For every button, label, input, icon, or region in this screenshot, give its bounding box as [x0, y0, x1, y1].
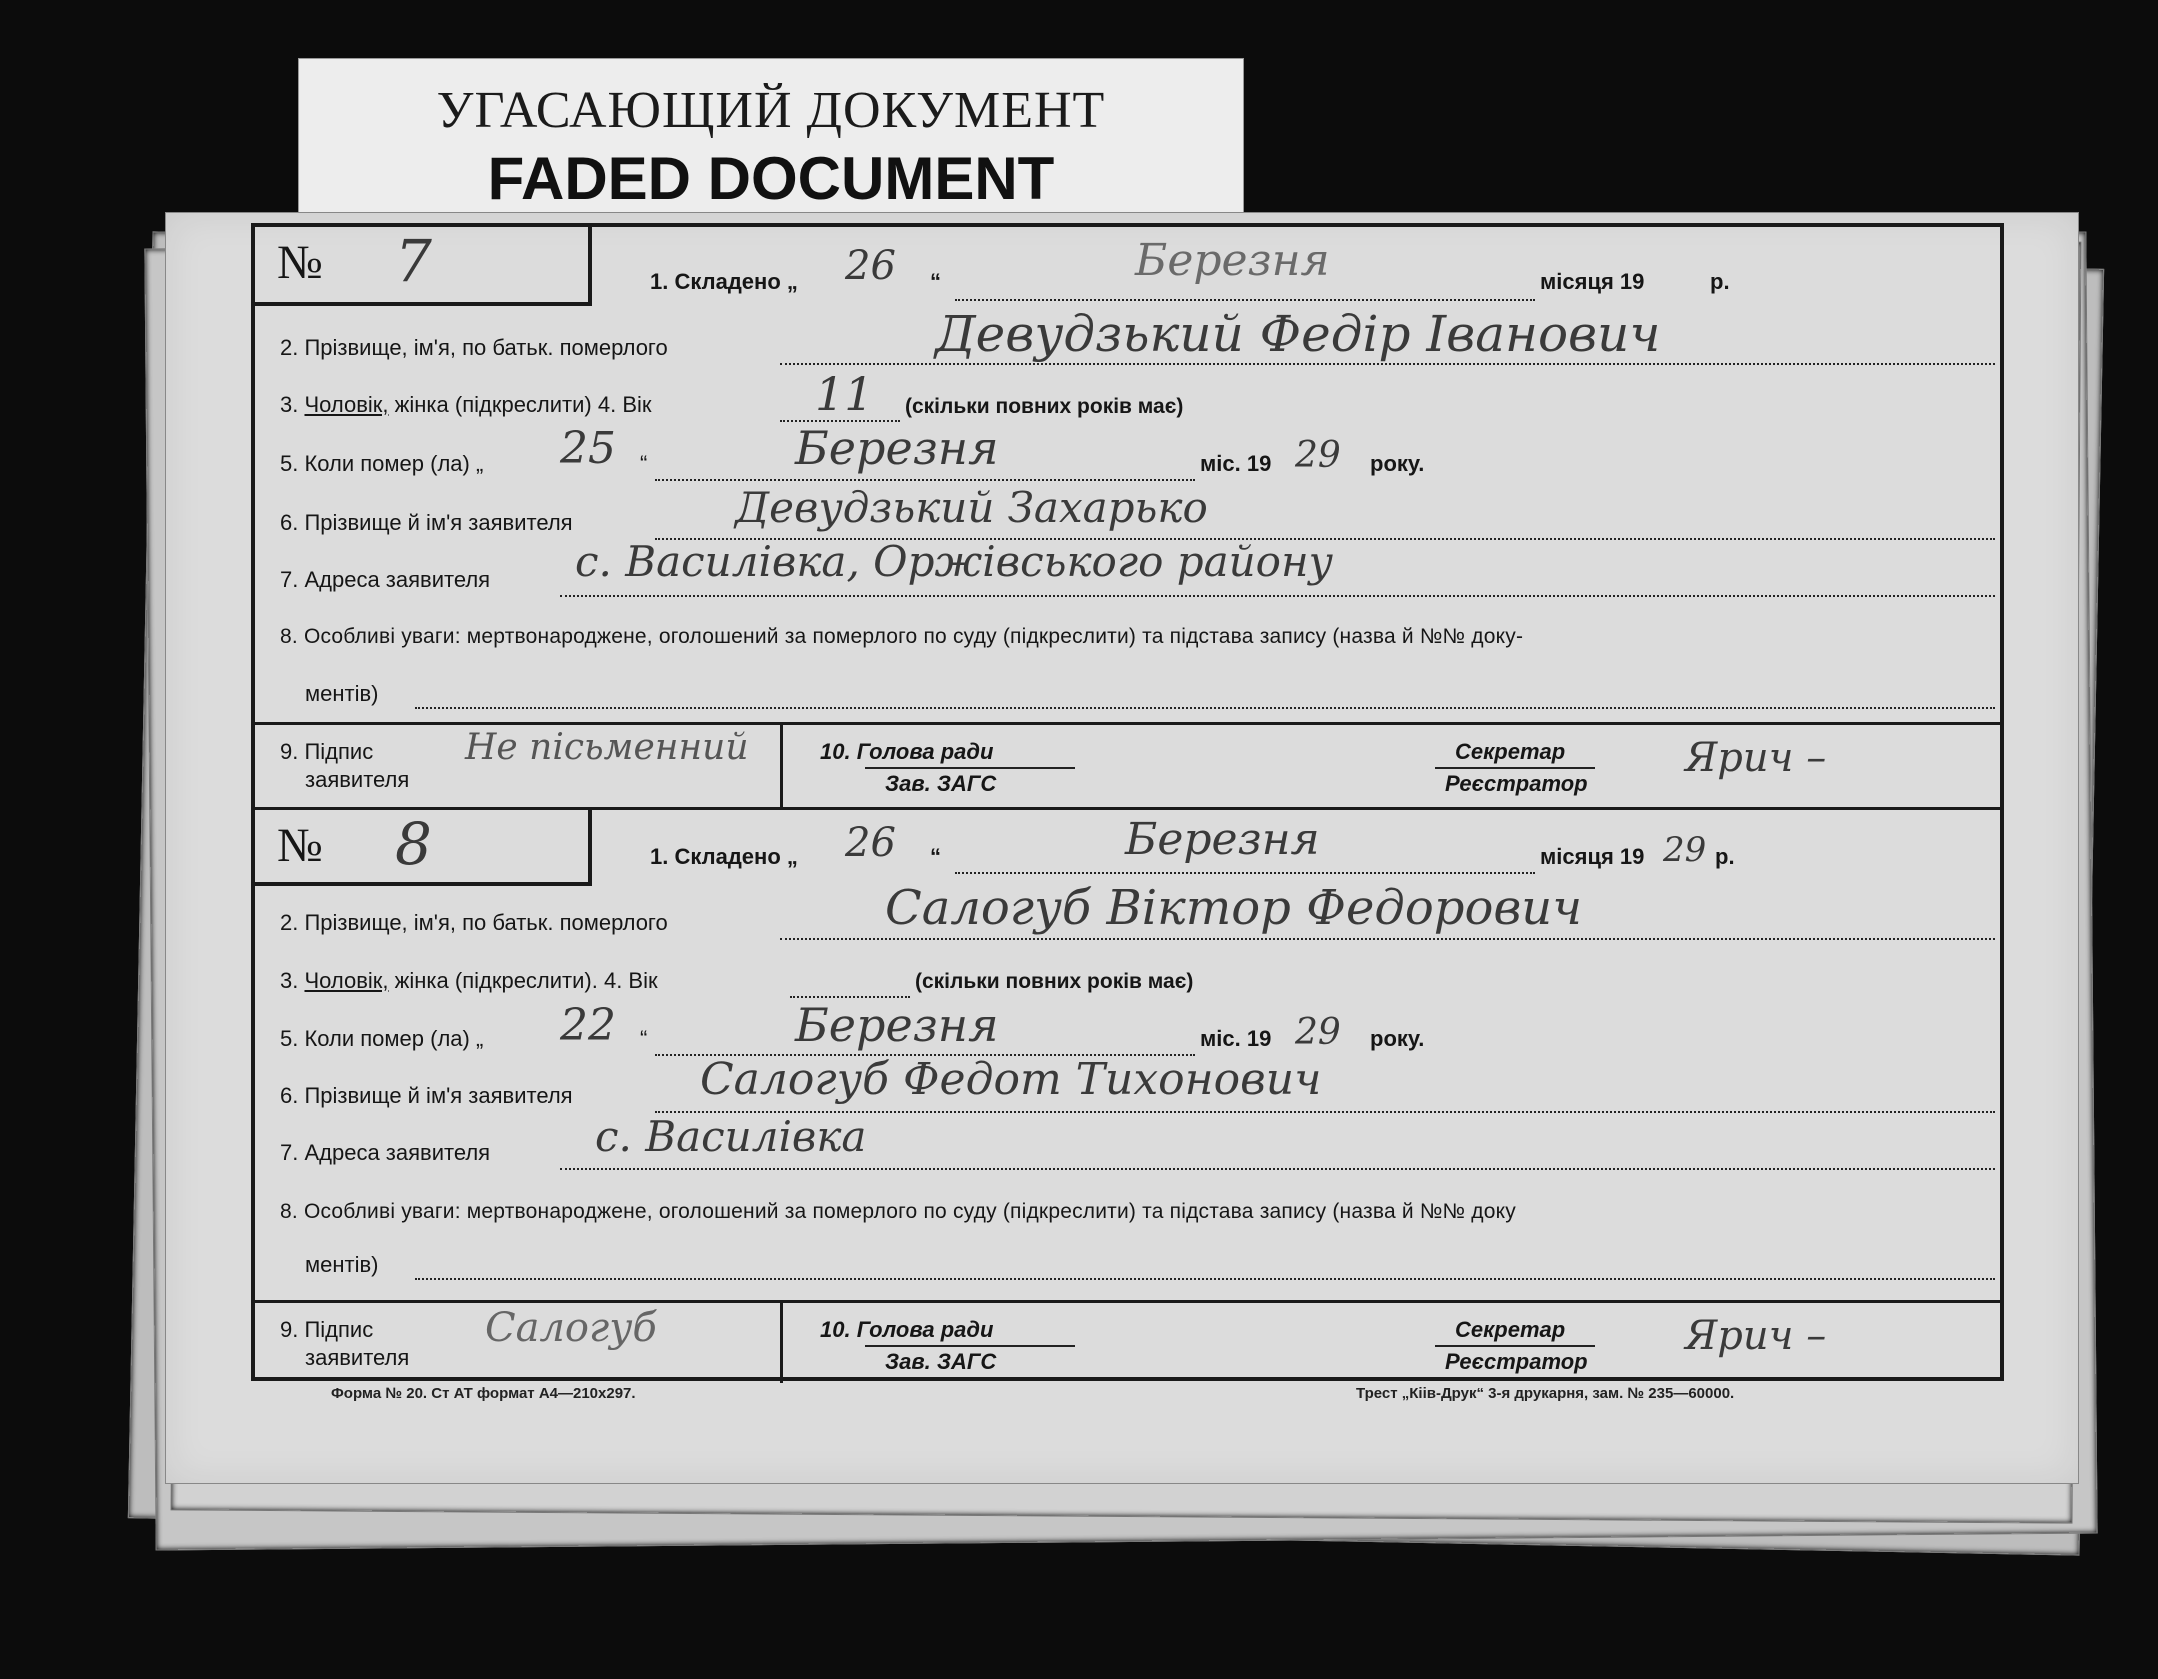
field-5-year: 29	[1295, 435, 1341, 476]
field-5-month: Березня	[795, 998, 999, 1052]
field-1-line	[955, 872, 1535, 874]
field-5-row	[280, 451, 483, 477]
number-sign: №	[277, 819, 323, 872]
field-8-text: 8. Особливі уваги: мертвонароджене, оголошений за померлого по суду (підкреслити) та підстава запису (назва й №№ доку-	[280, 625, 1524, 648]
field-5-quote: “	[640, 451, 648, 476]
field-1-label: 1. Складено „	[650, 269, 798, 294]
secretary-signature: Ярич –	[1685, 1313, 1827, 1359]
faded-label-en: FADED DOCUMENT	[487, 145, 1055, 212]
record-number-box	[255, 227, 592, 306]
field-1-label: 1. Складено „	[650, 844, 798, 869]
faded-label-ru: УГАСАЮЩИЙ ДОКУМЕНТ	[436, 82, 1106, 139]
applicant-signature: Салогуб	[485, 1305, 657, 1351]
field-5-month: Березня	[795, 421, 999, 475]
field-8-tail: ментів)	[305, 1252, 379, 1277]
field-7-value: с. Василівка, Оржівського району	[575, 537, 1333, 586]
field-5-year: 29	[1295, 1012, 1341, 1053]
registrar-label: Реєстратор	[1445, 771, 1588, 796]
field-5-end: року.	[1370, 1026, 1425, 1051]
field-4-age: 11	[815, 367, 874, 421]
secretary-line	[1435, 1345, 1595, 1347]
head-line	[865, 1345, 1075, 1347]
sig-label-b: заявителя	[305, 1345, 410, 1370]
field-8-text: 8. Особливі уваги: мертвонароджене, оголошений за померлого по суду (підкреслити) та підстава запису (назва й №№ доку	[280, 1200, 1516, 1223]
field-1-month: Березня	[1135, 235, 1330, 286]
field-6-label: 6. Прізвище й ім'я заявителя	[280, 510, 573, 535]
field-1-day: 26	[845, 820, 896, 866]
field-7-value: с. Василівка	[595, 1112, 867, 1161]
field-2-label: 2. Прізвище, ім'я, по батьк. померлого	[280, 910, 668, 935]
footer-form-info: Форма № 20. Ст АТ формат А4—210х297.	[331, 1385, 636, 1402]
field-4-tail: (скільки повних років має)	[915, 970, 1194, 993]
sig-label-a: 9. Підпис	[280, 1317, 374, 1342]
head-label: 10. Голова ради	[820, 1317, 994, 1342]
field-5-day: 25	[560, 423, 616, 474]
field-1-mid: місяця 19	[1540, 844, 1645, 869]
field-8-tail: ментів)	[305, 681, 379, 706]
signature-row	[255, 722, 2000, 807]
secretary-label: Секретар	[1455, 1317, 1566, 1342]
field-3-rest: жінка (підкреслити). 4. Вік	[394, 968, 658, 993]
form-frame	[251, 223, 2004, 1381]
field-1-day: 26	[845, 243, 896, 289]
zags-label: Зав. ЗАГС	[885, 771, 997, 796]
field-7-line	[560, 595, 1995, 597]
secretary-label: Секретар	[1455, 739, 1566, 764]
number-sign: №	[277, 236, 323, 289]
field-2-value: Девудзький Федір Іванович	[935, 305, 1661, 363]
field-8-line	[415, 1278, 1995, 1280]
field-2-line	[780, 363, 1995, 365]
field-6-label: 6. Прізвище й ім'я заявителя	[280, 1083, 573, 1108]
record-number-box	[255, 810, 592, 886]
head-line	[865, 767, 1075, 769]
field-1-year: 29	[1663, 830, 1707, 870]
field-3-man: Чоловік,	[304, 392, 389, 417]
field-2-value: Салогуб Віктор Федорович	[885, 880, 1583, 936]
field-1-quote: “	[930, 269, 941, 294]
field-6-value: Девудзький Захарько	[735, 483, 1208, 532]
field-1-month: Березня	[1125, 814, 1320, 865]
field-2-label: 2. Прізвище, ім'я, по батьк. померлого	[280, 335, 668, 360]
field-1-mid: місяця 19	[1540, 269, 1645, 294]
field-3-man: Чоловік,	[304, 968, 389, 993]
field-5-day: 22	[560, 1000, 616, 1051]
death-record-card	[165, 212, 2079, 1484]
applicant-signature: Не пісьменний	[465, 727, 749, 768]
field-1-end: р.	[1710, 269, 1730, 294]
sig-divider	[780, 725, 783, 807]
sig-divider	[780, 1303, 783, 1383]
field-5-label: 5. Коли помер (ла) „	[280, 451, 484, 476]
field-7-line	[560, 1168, 1995, 1170]
sig-label-b: заявителя	[305, 767, 410, 792]
field-5-line	[655, 479, 1195, 481]
field-8-line	[415, 707, 1995, 709]
head-label: 10. Голова ради	[820, 739, 994, 764]
field-2-line	[780, 938, 1995, 940]
field-1-quote: “	[930, 844, 941, 869]
sig-label-a: 9. Підпис	[280, 739, 374, 764]
record-8	[255, 807, 2000, 1380]
field-5-mid: міс. 19	[1200, 451, 1272, 476]
field-5-label: 5. Коли помер (ла) „	[280, 1026, 484, 1051]
field-3-rest: жінка (підкреслити) 4. Вік	[394, 392, 652, 417]
field-3-row	[280, 392, 652, 418]
record-7	[255, 227, 2000, 804]
field-7-label: 7. Адреса заявителя	[280, 567, 491, 592]
field-4-tail: (скільки повних років має)	[905, 395, 1184, 418]
footer-printer-info: Трест „Кіів-Друк“ 3-я друкарня, зам. № 235—60000.	[1356, 1385, 1735, 1402]
record-number: 7	[395, 227, 432, 295]
field-1-row	[650, 269, 798, 295]
field-7-label: 7. Адреса заявителя	[280, 1140, 491, 1165]
registrar-label: Реєстратор	[1445, 1349, 1588, 1374]
field-5-end: року.	[1370, 451, 1425, 476]
field-3-row	[280, 968, 658, 994]
field-3-num: 3.	[280, 968, 299, 993]
field-5-mid: міс. 19	[1200, 1026, 1272, 1051]
field-1-line	[955, 299, 1535, 301]
field-6-value: Салогуб Федот Тихонович	[700, 1054, 1322, 1105]
record-number: 8	[395, 810, 432, 878]
secretary-signature: Ярич –	[1685, 735, 1827, 781]
field-1-end: р.	[1715, 844, 1735, 869]
field-3-num: 3.	[280, 392, 299, 417]
signature-row	[255, 1300, 2000, 1383]
field-5-quote: “	[640, 1026, 648, 1051]
secretary-line	[1435, 767, 1595, 769]
zags-label: Зав. ЗАГС	[885, 1349, 997, 1374]
